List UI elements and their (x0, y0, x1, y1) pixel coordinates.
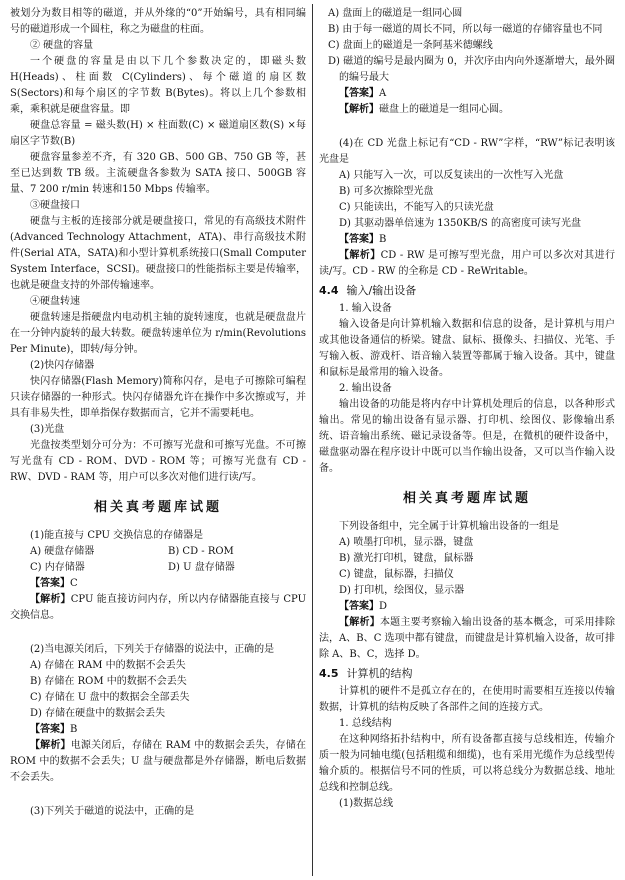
flash-paragraph: 快闪存储器(Flash Memory)简称闪存，是电子可擦除可编程只读存储器的一种形式。快闪存储器允许在操作中多次擦或写，并具有非易失性，即单指保存数据而言，它并不需要耗电。 (10, 376, 306, 419)
question-4-answer: 【答案】B (339, 234, 387, 245)
right-column (319, 6, 615, 812)
question-5-option-b: B) 激光打印机，键盘，鼠标器 (339, 553, 474, 564)
question-5-option-a: A) 喷墨打印机，显示器，键盘 (339, 537, 474, 548)
question-2-stem: (2)当电源关闭后，下列关于存储器的说法中，正确的是 (30, 644, 275, 655)
flash-heading: (2)快闪存储器 (30, 360, 95, 371)
question-1-option-a: A) 硬盘存储器 (30, 546, 95, 557)
output-devices-heading: 2. 输出设备 (339, 383, 392, 394)
question-3-analysis: 【解析】磁盘上的磁道是一组同心圆。 (339, 104, 509, 115)
question-1-option-c: C) 内存储器 (30, 562, 85, 573)
question-4-stem: (4)在 CD 光盘上标记有“CD - RW”字样，“RW”标记表明该光盘是 (319, 138, 615, 165)
question-2-option-d: D) 存储在硬盘中的数据会丢失 (30, 708, 166, 719)
section-4-4-heading: 4.4 输入/输出设备 (319, 284, 417, 297)
question-5-answer: 【答案】D (339, 601, 388, 612)
data-bus-heading: (1)数据总线 (339, 798, 394, 809)
question-2-option-b: B) 存储在 ROM 中的数据不会丢失 (30, 676, 187, 687)
question-3-answer: 【答案】A (339, 88, 387, 99)
question-3-option-b: B) 由于每一磁道的周长不同，所以每一磁道的存储容量也不同 (328, 24, 603, 35)
bus-structure-heading: 1. 总线结构 (339, 718, 392, 729)
question-5-analysis: 【解析】本题主要考察输入输出设备的基本概念，可采用排除法，A、B、C 选项中都有键盘，而键盘是计算机输入设备，故可排除 A、B、C，选择 D。 (319, 617, 616, 660)
question-4-option-b: B) 可多次擦除型光盘 (339, 186, 434, 197)
question-1-stem: (1)能直接与 CPU 交换信息的存储器是 (30, 530, 204, 541)
capacity-paragraph-2: 硬盘容量参差不齐，有 320 GB、500 GB、750 GB 等，甚至已达到数 TB 级。主流硬盘各参数为 SATA 接口、500GB 容量、7 200 r/min 转速和150 Mbps 传输率。 (10, 152, 306, 195)
question-5-option-d: D) 打印机，绘图仪，显示器 (339, 585, 465, 596)
question-4-option-c: C) 只能读出，不能写入的只读光盘 (339, 202, 494, 213)
interface-heading: ③硬盘接口 (30, 200, 80, 211)
left-column (10, 6, 306, 820)
question-5-stem: 下列设备组中，完全属于计算机输出设备的一组是 (339, 521, 559, 532)
question-4-analysis: 【解析】CD - RW 是可擦写型光盘，用户可以多次对其进行读/写。CD - RW 的全称是 CD - ReWritable。 (319, 250, 616, 277)
question-2-analysis: 【解析】电源关闭后，存储在 RAM 中的数据会丢失，存储在 ROM 中的数据不会丢失；U 盘与硬盘都是外存储器，断电后数据不会丢失。 (10, 740, 306, 783)
speed-paragraph: 硬盘转速是指硬盘内电动机主轴的旋转速度，也就是硬盘盘片在一分钟内旋转的最大转数。硬盘转速单位为 r/min(Revolutions Per Minute)，即转/每分钟。 (10, 312, 306, 355)
question-4-option-d: D) 其驱动器单倍速为 1350KB/S 的高密度可读写光盘 (339, 218, 581, 229)
question-3-stem: (3)下列关于磁道的说法中，正确的是 (30, 806, 195, 817)
output-devices-paragraph: 输出设备的功能是将内存中计算机处理后的信息，以各种形式输出。常见的输出设备有显示器、打印机、绘图仪、影像输出系统、语音输出系统、磁记录设备等。但是，在微机的硬件设备中，磁盘驱动器在程序设计中既可以当作输出设备，又可以当作输入设备。 (319, 399, 615, 474)
question-1-answer: 【答案】C (30, 578, 78, 589)
input-devices-heading: 1. 输入设备 (339, 303, 392, 314)
question-3-option-c: C) 盘面上的磁道是一条阿基米德螺线 (328, 40, 493, 51)
cd-heading: (3)光盘 (30, 424, 65, 435)
intro-paragraph: 被划分为数目相等的磁道，并从外缘的“0”开始编号，具有相同编号的磁道形成一个圆柱，称之为磁盘的柱面。 (10, 8, 306, 35)
section-title-exam-questions-2: 相关真考题库试题 (402, 491, 531, 506)
section-title-exam-questions: 相关真考题库试题 (93, 500, 222, 515)
question-1-option-d: D) U 盘存储器 (168, 562, 235, 573)
question-1-options-row-2 (10, 560, 306, 576)
question-3-option-a: A) 盘面上的磁道是一组同心圆 (328, 8, 463, 19)
capacity-heading: ② 硬盘的容量 (30, 40, 94, 51)
interface-paragraph: 硬盘与主板的连接部分就是硬盘接口，常见的有高级技术附件(Advanced Technology Attachment，ATA)、串行高级技术附件(Serial ATA，SATA)和小型计算机系统接口(Small Computer System Interface，SCSI)。硬盘接口的性能指标主要是传输率，也就是硬盘支持的外部传输速率。 (10, 216, 306, 291)
section-4-5-heading: 4.5 计算机的结构 (319, 667, 413, 680)
question-3-option-d: D) 磁道的编号是最内圈为 0，并次序由内向外逐渐增大，最外圈的编号最大 (328, 56, 615, 83)
question-4-option-a: A) 只能写入一次，可以反复读出的一次性写入光盘 (339, 170, 564, 181)
column-divider (312, 4, 313, 876)
capacity-formula: 硬盘总容量 = 磁头数(H) × 柱面数(C) × 磁道扇区数(S) ×每扇区字节数(B) (10, 120, 306, 147)
speed-heading: ④硬盘转速 (30, 296, 80, 307)
bus-structure-paragraph: 在这种网络拓扑结构中，所有设备都直接与总线相连，传输介质一般为同轴电缆(包括粗缆和细缆)，也有采用光缆作为总线型传输介质的。根据信号不同的性质，可以将总线分为数据总线、地址总线和控制总线。 (319, 734, 615, 793)
question-5-option-c: C) 键盘，鼠标器，扫描仪 (339, 569, 454, 580)
question-1-option-b: B) CD - ROM (168, 546, 234, 557)
input-devices-paragraph: 输入设备是向计算机输入数据和信息的设备，是计算机与用户或其他设备通信的桥梁。键盘、鼠标、摄像头、扫描仪、光笔、手写输入板、游戏杆、语音输入装置等都属于输入设备。其中，键盘和鼠标是最常用的输入设备。 (319, 319, 615, 378)
structure-paragraph: 计算机的硬件不是孤立存在的，在使用时需要相互连接以传输数据，计算机的结构反映了各部件之间的连接方式。 (319, 686, 615, 713)
question-2-answer: 【答案】B (30, 724, 78, 735)
question-2-option-a: A) 存储在 RAM 中的数据不会丢失 (30, 660, 186, 671)
question-2-option-c: C) 存储在 U 盘中的数据会全部丢失 (30, 692, 190, 703)
question-1-analysis: 【解析】CPU 能直接访问内存，所以内存储器能直接与 CPU 交换信息。 (10, 594, 307, 621)
capacity-paragraph: 一个硬盘的容量是由以下几个参数决定的，即磁头数 H(Heads)、柱面数 C(Cylinders)、每个磁道的扇区数 S(Sectors)和每个扇区的字节数 B(Bytes)。将以上几个参数相乘，乘积就是硬盘容量。即 (10, 56, 306, 115)
question-1-options-row-1 (10, 544, 306, 560)
cd-paragraph: 光盘按类型划分可分为：不可擦写光盘和可擦写光盘。不可擦写光盘有 CD - ROM、DVD - ROM 等；可擦写光盘有 CD - RW、DVD - RAM 等，用户可以多次对他们进行读/写。 (10, 440, 306, 483)
